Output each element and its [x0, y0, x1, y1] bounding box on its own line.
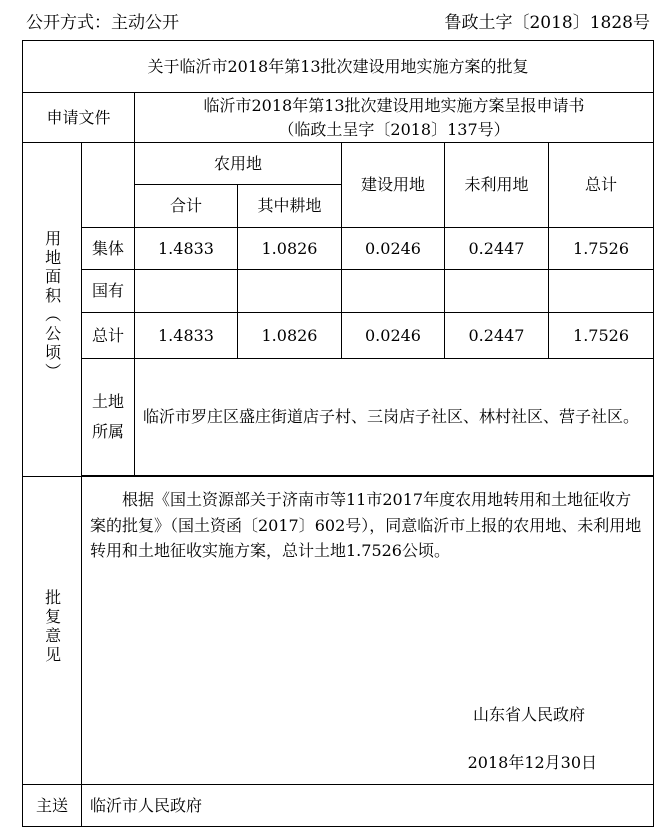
application-file-name: 临沂市2018年第13批次建设用地实施方案呈报申请书 [203, 96, 585, 116]
cell-construction [342, 270, 445, 313]
application-file-number: （临政土呈字〔2018〕137号） [278, 119, 510, 139]
row-label: 集体 [82, 228, 135, 270]
cell-construction: 0.0246 [342, 228, 445, 270]
cell-unused: 0.2447 [445, 228, 549, 270]
cell-unused: 0.2447 [445, 313, 549, 359]
land-area-label-cell [23, 143, 82, 477]
signatory: 山东省人民政府 [473, 705, 586, 724]
header-unused: 未利用地 [445, 143, 549, 228]
cell-agri-total [135, 270, 238, 313]
row-label: 总计 [82, 313, 135, 359]
cell-cultivated [238, 270, 342, 313]
recipient-value: 临沂市人民政府 [82, 785, 654, 827]
application-file [135, 93, 654, 143]
approval-form-table [22, 40, 654, 827]
recipient-label: 主送 [23, 785, 82, 827]
header-agri-total: 合计 [135, 185, 238, 228]
ownership-label: 土地所属 [91, 391, 124, 441]
approval-text: 根据《国土资源部关于济南市等11市2017年度农用地转用和土地征收方案的批复》（国土资函〔2017〕602号），同意临沂市上报的农用地、未利用地转用和土地征收实施方案，总计土地1.7526公顷。 [90, 490, 642, 561]
table-row [23, 270, 654, 313]
cell-unused [445, 270, 549, 313]
disclosure-method: 公开方式：主动公开 [26, 13, 179, 33]
land-area-label: 用地面积（公顷） [42, 230, 62, 383]
cell-agri-total: 1.4833 [135, 228, 238, 270]
document-title: 关于临沂市2018年第13批次建设用地实施方案的批复 [23, 41, 654, 93]
cell-cultivated: 1.0826 [238, 313, 342, 359]
header-agri: 农用地 [135, 143, 342, 185]
cell-total: 1.7526 [549, 228, 654, 270]
table-row [23, 228, 654, 270]
document-number: 鲁政土字〔2018〕1828号 [444, 13, 650, 33]
approval-opinion-cell [82, 477, 654, 785]
blank-header-cell [82, 143, 135, 228]
header-total: 总计 [549, 143, 654, 228]
cell-agri-total: 1.4833 [135, 313, 238, 359]
approval-label-cell [23, 477, 82, 785]
document-header [0, 0, 668, 40]
application-label: 申请文件 [23, 93, 135, 143]
cell-total [549, 270, 654, 313]
cell-total: 1.7526 [549, 313, 654, 359]
table-row [23, 313, 654, 359]
ownership-text: 临沂市罗庄区盛庄街道店子村、三岗店子社区、林村社区、营子社区。 [135, 359, 654, 476]
header-construction: 建设用地 [342, 143, 445, 228]
approval-date: 2018年12月30日 [467, 753, 598, 772]
header-agri-cultivated: 其中耕地 [238, 185, 342, 228]
cell-construction: 0.0246 [342, 313, 445, 359]
approval-label: 批复意见 [42, 589, 62, 666]
cell-cultivated: 1.0826 [238, 228, 342, 270]
ownership-label-cell [82, 359, 135, 476]
row-label: 国有 [82, 270, 135, 313]
